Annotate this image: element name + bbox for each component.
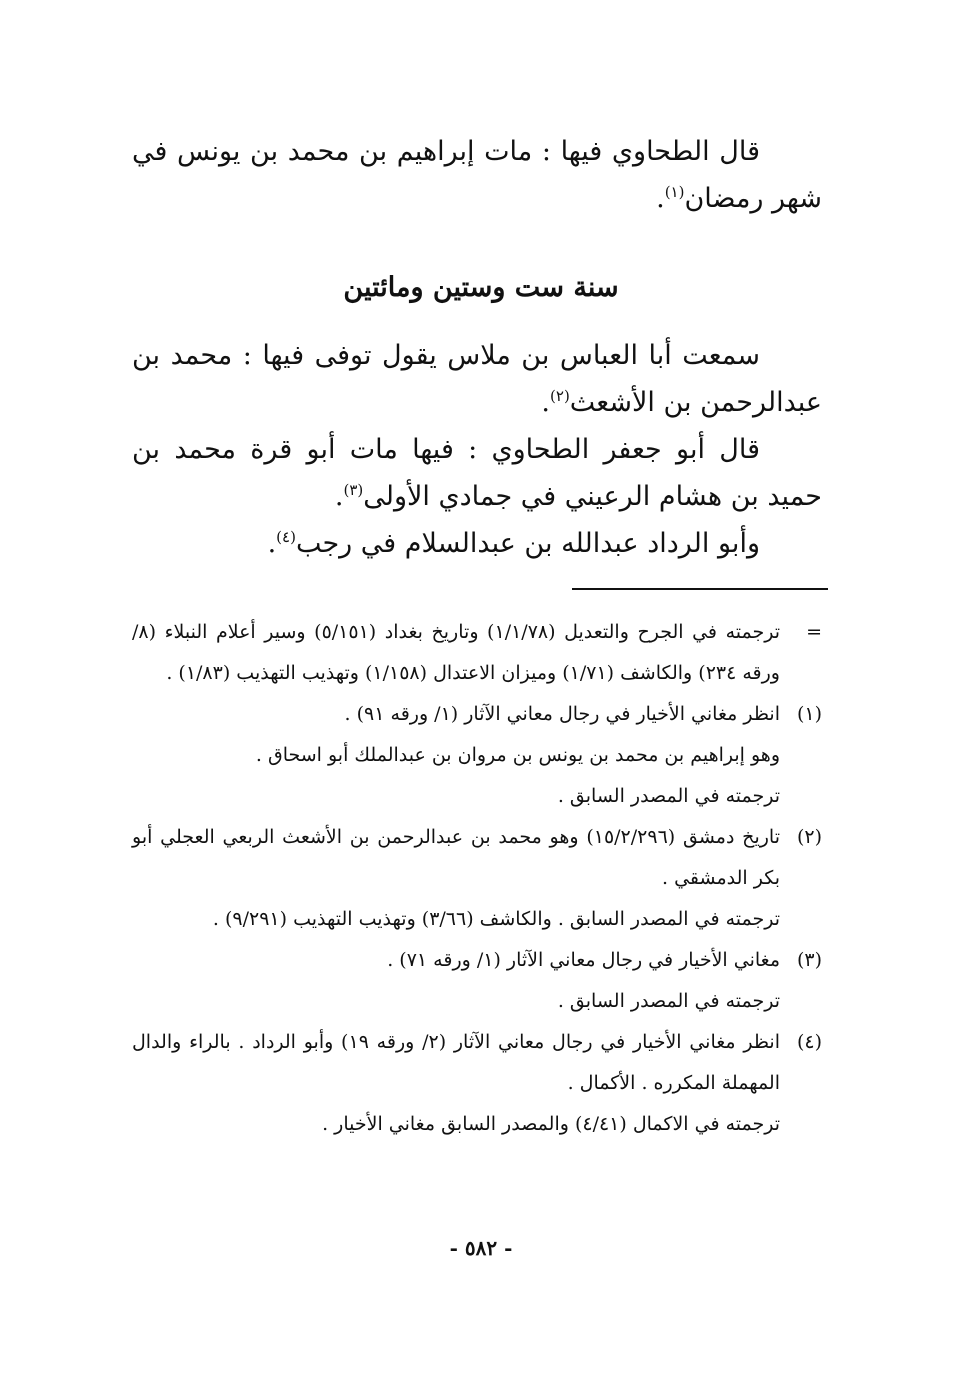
section-heading: سنة ست وستين ومائتين xyxy=(343,272,619,303)
footnote-marker: (٣) xyxy=(343,481,364,499)
paragraph-1 xyxy=(132,332,822,426)
footnote-marker: (١) xyxy=(664,183,685,201)
top-paragraph xyxy=(132,128,822,222)
paragraph-end: . xyxy=(541,387,551,418)
paragraph-end: . xyxy=(267,528,277,559)
footnote-1 xyxy=(132,694,822,735)
paragraph-end: . xyxy=(334,481,344,512)
paragraph-2 xyxy=(132,426,822,520)
footnote-text: مغاني الأخيار في رجال معاني الآثار (١/ ورقه ٧١) . xyxy=(387,949,780,971)
footnote-sub-line: ترجمته في المصدر السابق . والكاشف (٣/٦٦) وتهذيب التهذيب (٩/٢٩١) . xyxy=(212,908,780,930)
footnotes xyxy=(132,612,822,1145)
footnote-number: = xyxy=(806,621,822,643)
paragraph-end: . xyxy=(656,183,665,214)
page-number: - ٥٨٢ - xyxy=(449,1236,513,1260)
paragraph-text: قال أبو جعفر الطحاوي : فيها مات أبو قرة محمد بن حميد بن هشام الرعيني في جمادي الأولى xyxy=(132,434,822,512)
paragraph-text: قال الطحاوي فيها : مات إبراهيم بن محمد بن يونس في شهر رمضان xyxy=(132,136,822,214)
footnote-text: انظر مغاني الأخيار في رجال معاني الآثار (١/ ورقه ٩١) . xyxy=(344,703,780,725)
footnote-sub-line: ترجمته في الاكمال (٤/٤١) والمصدر السابق مغاني الأخيار . xyxy=(322,1113,780,1135)
footnote-text: ترجمته في الجرح والتعديل (١/١/٧٨) وتاريخ بغداد (٥/١٥١) وسير أعلام النبلاء (٨/ ورقه ٢٣٤) والكاشف (١/٧١) وميزان الاعتدال (١/١٥٨) وتهذيب التهذيب (١/٨٣) . xyxy=(132,621,781,684)
footnote-4 xyxy=(132,1022,822,1104)
footnote-number: (٣) xyxy=(796,949,822,971)
main-paragraphs xyxy=(132,332,822,567)
footnote-text: تاريخ دمشق (١٥/٢/٢٩٦) وهو محمد بن عبدالرحمن بن الأشعث الربعي العجلي أبو بكر الدمشقي . xyxy=(132,826,780,889)
footnote-number: (٤) xyxy=(796,1031,822,1053)
footnote-separator xyxy=(572,588,828,590)
footnote-2 xyxy=(132,817,822,899)
footnote-sub-line: ترجمته في المصدر السابق . xyxy=(557,990,780,1012)
footnote-marker: (٤) xyxy=(276,528,296,546)
paragraph-3 xyxy=(132,520,822,567)
footnote-sub-line: وهو إبراهيم بن محمد بن يونس بن مروان بن عبدالملك أبو اسحاق . xyxy=(255,744,780,766)
footnote-marker: (٢) xyxy=(550,387,570,405)
footnote-continuation xyxy=(132,612,822,694)
footnote-sub-line: ترجمته في المصدر السابق . xyxy=(557,785,780,807)
paragraph-text: وأبو الرداد عبدالله بن عبدالسلام في رجب xyxy=(295,528,760,559)
footnote-number: (١) xyxy=(796,703,822,725)
footnote-3 xyxy=(132,940,822,981)
footnote-text: انظر مغاني الأخيار في رجال معاني الآثار (٢/ ورقه ١٩) وأبو الرداد . بالراء والدال المهملة المكرره . الأكمال . xyxy=(132,1031,780,1094)
footnote-number: (٢) xyxy=(796,826,822,848)
paragraph-text: سمعت أبا العباس بن ملاس يقول توفى فيها : محمد بن عبدالرحمن بن الأشعث xyxy=(132,340,822,418)
